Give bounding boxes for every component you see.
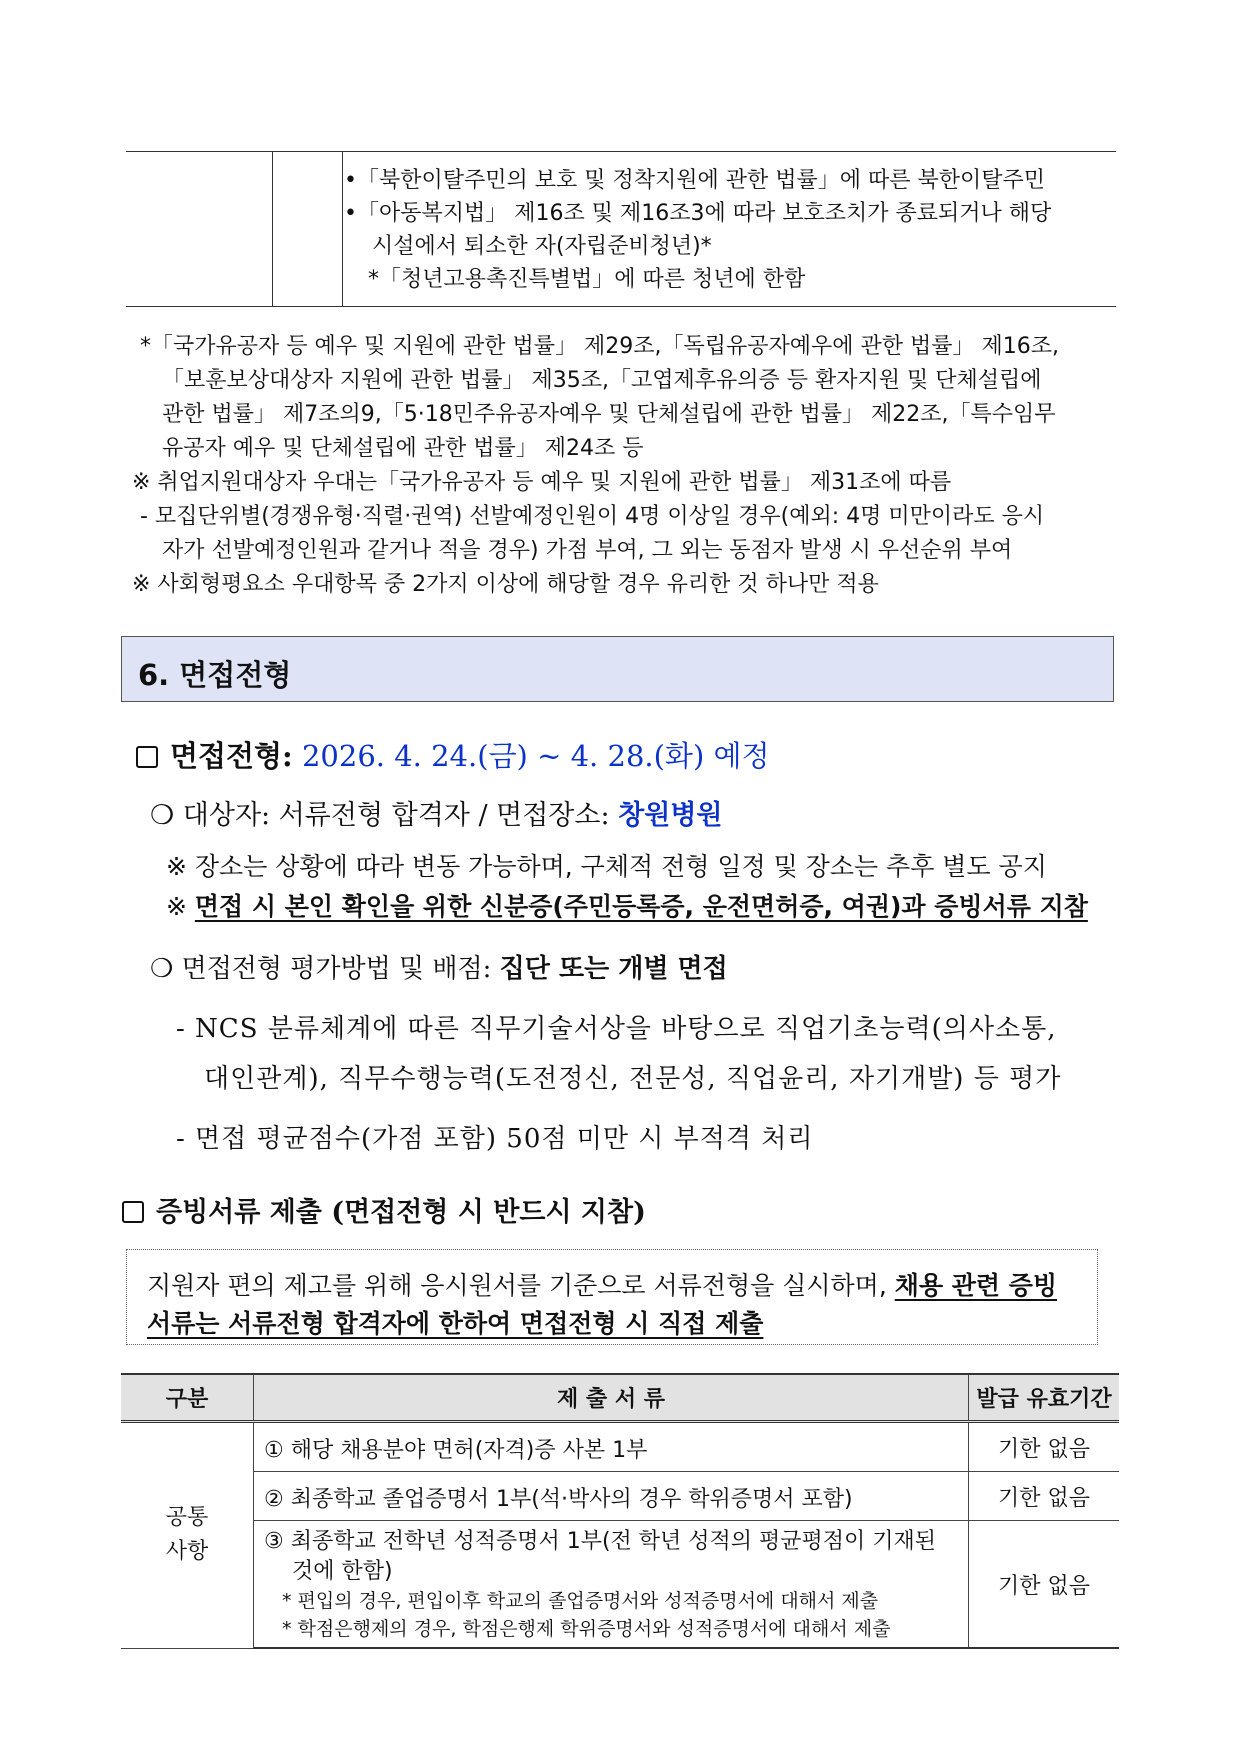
validity-cell: 기한 없음 [969,1472,1120,1521]
category-text: 공통 [165,1505,209,1531]
interview-target [150,793,722,832]
section-header [121,636,1114,702]
score-line: - 면접 평균점수(가점 포함) 50점 미만 시 부적격 처리 [176,1124,814,1154]
note-line: ※ 사회형평요소 우대항목 중 2가지 이상에 해당할 경우 유리한 것 하나만 적용 [132,572,879,597]
note-line: ※ 취업지원대상자 우대는「국가유공자 등 예우 및 지원에 관한 법률」 제31조에 따름 [132,470,952,495]
venue-note: ※ 장소는 상황에 따라 변동 가능하며, 구체적 전형 일정 및 장소는 추후 별도 공지 [166,852,1047,881]
id-note [166,887,1088,923]
id-requirement: 면접 시 본인 확인을 위한 신분증(주민등록증, 운전면허증, 여권)과 증빙서류 지참 [194,892,1088,921]
category-text: 사항 [165,1539,209,1565]
target-label: ❍ 대상자: 서류전형 합격자 / 면접장소: [150,800,610,831]
notice-line [147,1266,1057,1302]
eligibility-line: •「아동복지법」 제16조 및 제16조3에 따라 보호조치가 종료되거나 해당 [344,201,1052,226]
table-divider [272,152,273,306]
note-line: 「보훈보상대상자 지원에 관한 법률」 제35조,「고엽제후유의증 등 환자지원 및 단체설립에 [162,368,1042,393]
eligibility-line: *「청년고용촉진특별법」에 따른 청년에 한함 [368,267,806,292]
checkbox-square-icon [122,1201,144,1223]
method-label: ❍ 면접전형 평가방법 및 배점: [150,954,492,984]
evaluation-method [150,948,728,985]
interview-dates: 2026. 4. 24.(금) ~ 4. 28.(화) 예정 [301,739,770,773]
interview-schedule [136,734,770,775]
documents-table [121,1373,1119,1649]
doc-cell [254,1521,969,1649]
validity-cell: 기한 없음 [969,1521,1120,1649]
notes-block [132,330,1122,602]
header-category: 구분 [121,1374,254,1422]
note-line: 자가 선발예정인원과 같거나 적을 경우) 가점 부여, 그 외는 동점자 발생 시 우선순위 부여 [162,538,1013,563]
eligibility-line: 시설에서 퇴소한 자(자립준비청년)* [372,234,712,259]
method-value: 집단 또는 개별 면접 [499,954,728,984]
ncs-line: - NCS 분류체계에 따른 직무기술서상을 바탕으로 직업기초능력(의사소통, [176,1014,1057,1044]
doc-text: 것에 한함) [292,1559,393,1584]
ncs-line: 대인관계), 직무수행능력(도전정신, 전문성, 직업윤리, 자기개발) 등 평가 [204,1064,1062,1094]
checkbox-square-icon [136,746,158,768]
doc-cell: ② 최종학교 졸업증명서 1부(석·박사의 경우 학위증명서 포함) [254,1472,969,1521]
docs-notice-box [126,1249,1098,1345]
doc-cell: ① 해당 채용분야 면허(자격)증 사본 1부 [254,1422,969,1472]
validity-cell: 기한 없음 [969,1422,1120,1472]
category-cell [121,1422,254,1649]
interview-label: 면접전형: [170,739,293,773]
notice-line [147,1304,763,1340]
interview-venue: 창원병원 [618,800,723,831]
notice-text: 지원자 편의 제고를 위해 응시원서를 기준으로 서류전형을 실시하며, [147,1271,887,1300]
note-line: *「국가유공자 등 예우 및 지원에 관한 법률」 제29조,「독립유공자예우에 관한 법률」 제16조, [140,334,1059,359]
note-mark: ※ [166,892,195,921]
docs-heading-text: 증빙서류 제출 (면접전형 시 반드시 지참) [156,1197,646,1228]
notice-emphasis: 채용 관련 증빙 [894,1271,1058,1300]
doc-subnote: * 학점은행제의 경우, 학점은행제 학위증명서와 성적증명서에 대해서 제출 [282,1618,891,1640]
table-header-row [121,1374,1119,1422]
notice-emphasis: 서류는 서류전형 합격자에 한하여 면접전형 시 직접 제출 [147,1309,764,1338]
note-line: 유공자 예우 및 단체설립에 관한 법률」 제24조 등 [162,436,644,461]
doc-text: ③ 최종학교 전학년 성적증명서 1부(전 학년 성적의 평균평점이 기재된 [264,1529,937,1554]
eligibility-cell [344,164,1116,296]
doc-subnote: * 편입의 경우, 편입이후 학교의 졸업증명서와 성적증명서에 대해서 제출 [282,1590,879,1612]
note-line: 관한 법률」 제7조의9,「5·18민주유공자예우 및 단체설립에 관한 법률」 제22조,「특수임무 [162,402,1056,427]
header-validity: 발급 유효기간 [969,1374,1120,1422]
header-documents: 제 출 서 류 [254,1374,969,1422]
table-row [121,1472,1119,1521]
section-title: 6. 면접전형 [138,658,292,692]
docs-heading [122,1190,646,1229]
eligibility-table-fragment [126,151,1116,307]
eligibility-line: •「북한이탈주민의 보호 및 정착지원에 관한 법률」에 따른 북한이탈주민 [344,168,1045,193]
table-divider [342,152,343,306]
table-row [121,1422,1119,1472]
table-row [121,1521,1119,1649]
note-line: - 모집단위별(경쟁유형·직렬·권역) 선발예정인원이 4명 이상일 경우(예외: 4명 미만이라도 응시 [140,504,1045,529]
